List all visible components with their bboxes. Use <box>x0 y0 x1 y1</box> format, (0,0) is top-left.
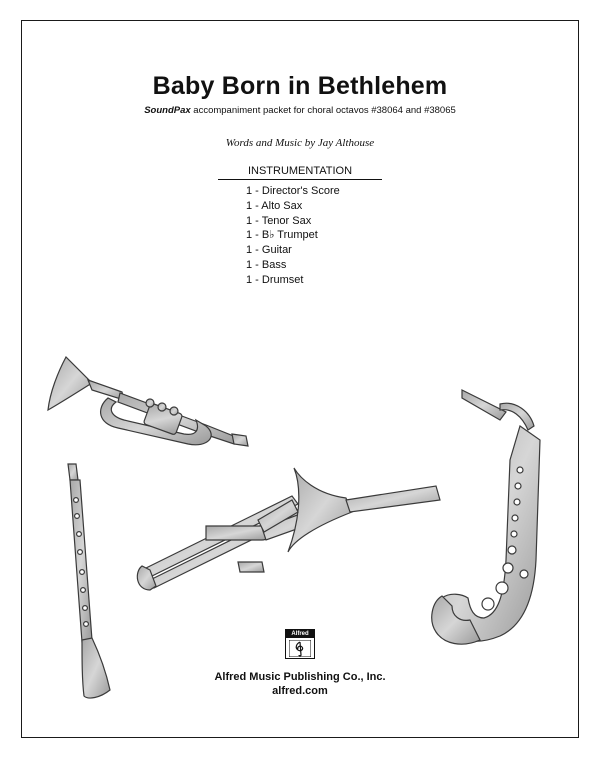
instrumentation-item: 1 - Tenor Sax <box>246 214 312 227</box>
instrumentation-item: 1 - Bass <box>246 258 287 271</box>
instrumentation-item: 1 - B♭ Trumpet <box>246 229 318 242</box>
clarinet-image <box>68 464 110 698</box>
subtitle-text: accompaniment packet for choral octavos #38064 and #38065 <box>190 105 456 116</box>
publisher-website: alfred.com <box>272 685 328 697</box>
saxophone-image <box>432 390 540 644</box>
subtitle-brand: SoundPax <box>144 105 191 116</box>
instrumentation-item: 1 - Drumset <box>246 273 304 286</box>
instrumentation-heading: INSTRUMENTATION <box>218 165 382 180</box>
instrumentation-item: 1 - Alto Sax <box>246 199 303 212</box>
publisher-name: Alfred Music Publishing Co., Inc. <box>214 671 386 683</box>
page-title: Baby Born in Bethlehem <box>152 72 448 100</box>
trumpet-image <box>48 357 248 446</box>
trombone-image <box>137 468 440 590</box>
instrumentation-item: 1 - Director's Score <box>246 185 340 197</box>
logo-wordmark: Alfred <box>286 630 314 638</box>
composer-credit: Words and Music by Jay Althouse <box>225 137 375 149</box>
instrumentation-item: 1 - Guitar <box>246 244 292 257</box>
alfred-logo <box>285 629 315 659</box>
treble-clef-icon <box>289 640 311 657</box>
